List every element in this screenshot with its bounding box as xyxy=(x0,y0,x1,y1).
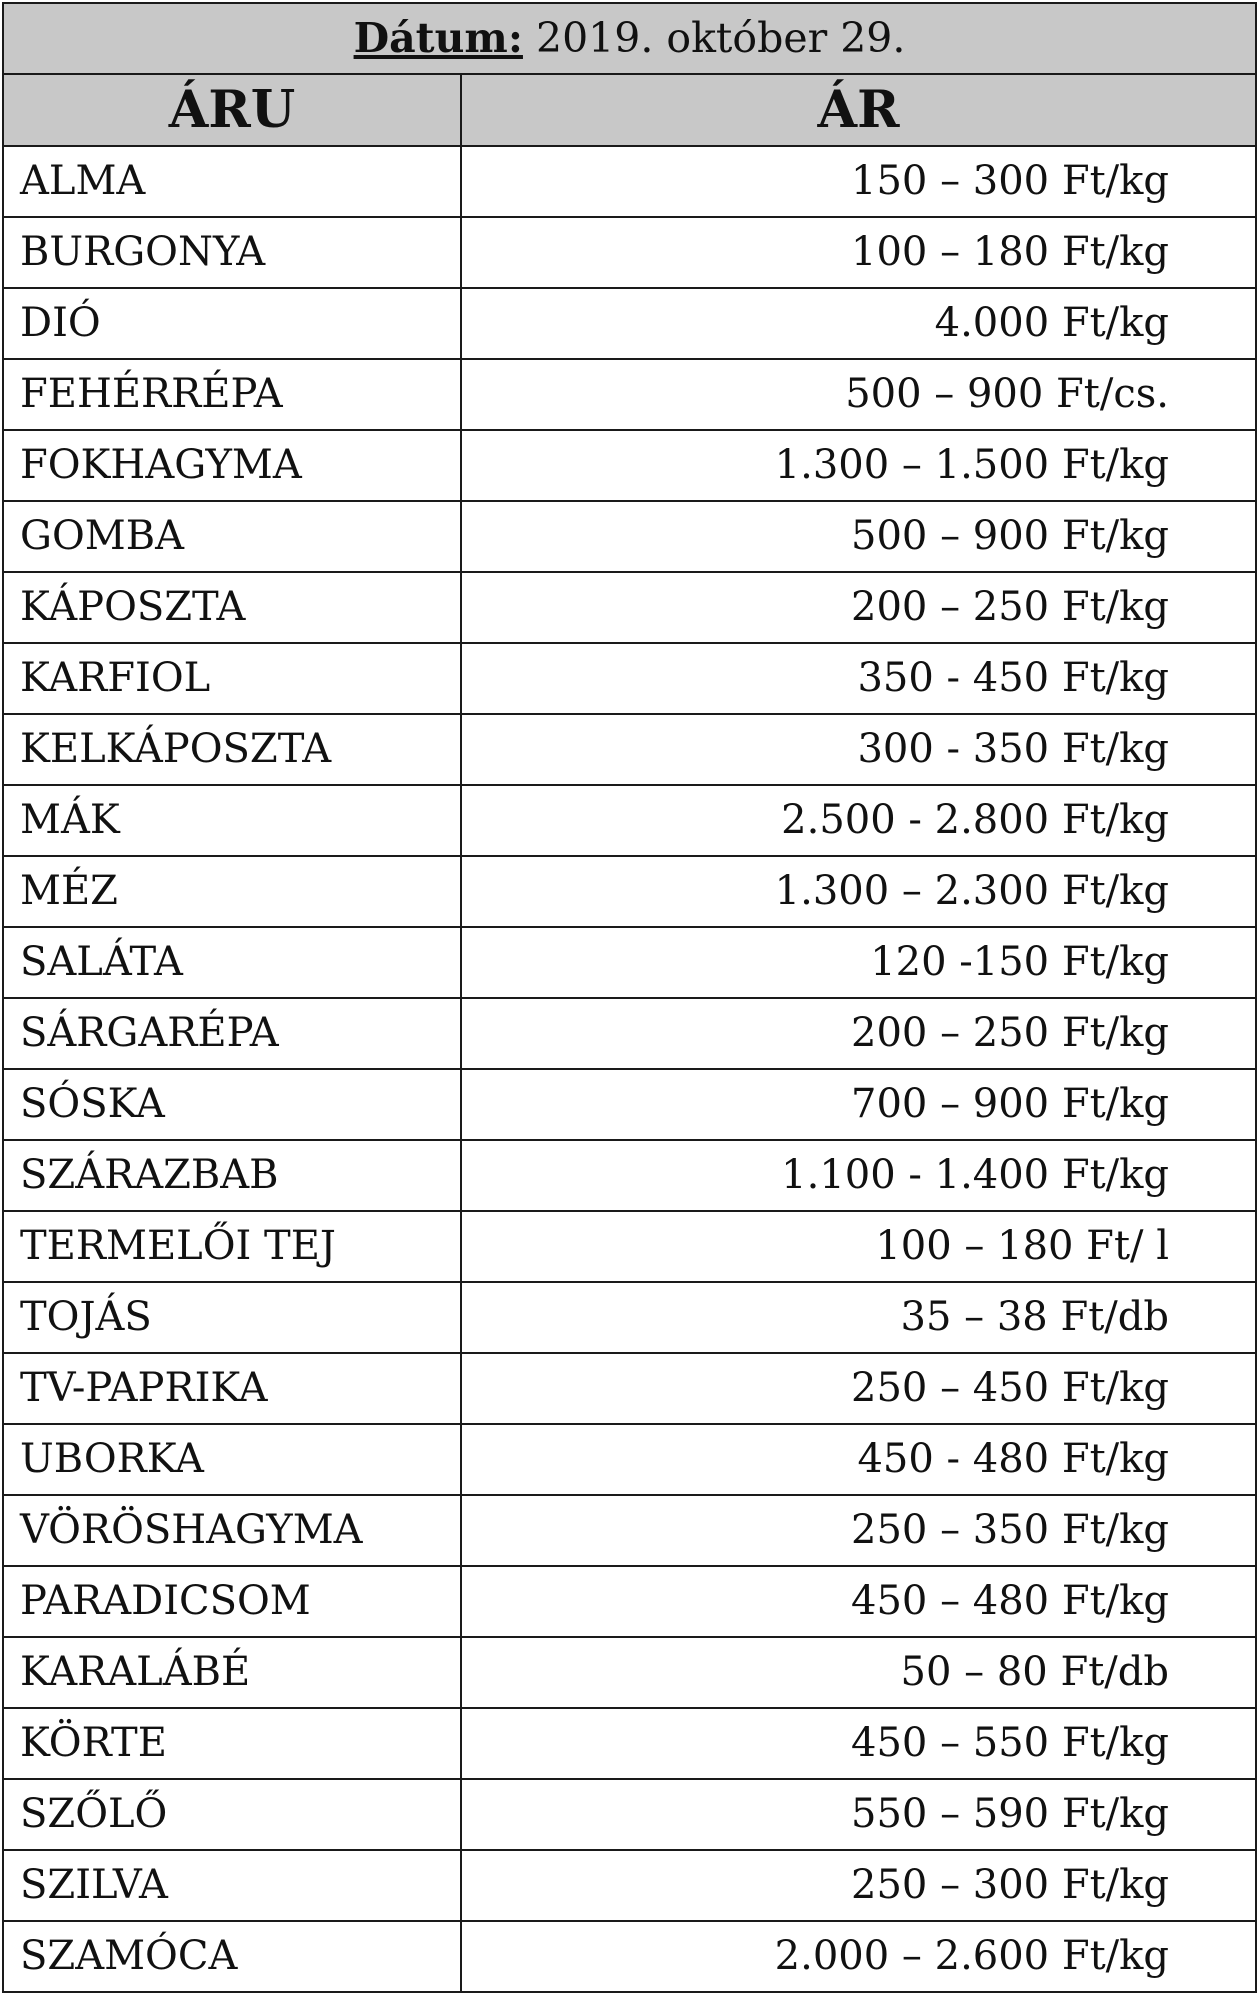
product-name-cell: DIÓ xyxy=(3,288,461,359)
table-row xyxy=(3,927,1256,998)
table-row xyxy=(3,430,1256,501)
product-name-cell: KARFIOL xyxy=(3,643,461,714)
product-name-cell: PARADICSOM xyxy=(3,1566,461,1637)
product-price-cell: 200 – 250 Ft/kg xyxy=(461,998,1256,1069)
product-name-cell: TERMELŐI TEJ xyxy=(3,1211,461,1282)
product-price-cell: 500 – 900 Ft/cs. xyxy=(461,359,1256,430)
column-header-row xyxy=(3,74,1256,146)
product-price-cell: 120 -150 Ft/kg xyxy=(461,927,1256,998)
product-name-cell: KARALÁBÉ xyxy=(3,1637,461,1708)
product-name-cell: SZŐLŐ xyxy=(3,1779,461,1850)
table-row xyxy=(3,1637,1256,1708)
product-name-cell: TV-PAPRIKA xyxy=(3,1353,461,1424)
table-row xyxy=(3,1779,1256,1850)
table-row xyxy=(3,1708,1256,1779)
table-row xyxy=(3,1069,1256,1140)
table-row xyxy=(3,572,1256,643)
product-name-cell: SZAMÓCA xyxy=(3,1921,461,1992)
product-price-cell: 450 – 550 Ft/kg xyxy=(461,1708,1256,1779)
product-name-cell: SZÁRAZBAB xyxy=(3,1140,461,1211)
table-row xyxy=(3,1566,1256,1637)
table-row xyxy=(3,643,1256,714)
product-price-cell: 100 – 180 Ft/ l xyxy=(461,1211,1256,1282)
product-price-cell: 4.000 Ft/kg xyxy=(461,288,1256,359)
product-price-cell: 1.300 – 2.300 Ft/kg xyxy=(461,856,1256,927)
product-name-cell: ALMA xyxy=(3,146,461,217)
product-price-cell: 1.300 – 1.500 Ft/kg xyxy=(461,430,1256,501)
product-price-cell: 1.100 - 1.400 Ft/kg xyxy=(461,1140,1256,1211)
date-row xyxy=(3,3,1256,74)
table-row xyxy=(3,359,1256,430)
product-name-cell: BURGONYA xyxy=(3,217,461,288)
table-row xyxy=(3,1140,1256,1211)
product-name-cell: SALÁTA xyxy=(3,927,461,998)
table-row xyxy=(3,998,1256,1069)
product-price-cell: 2.000 – 2.600 Ft/kg xyxy=(461,1921,1256,1992)
date-value: 2019. október 29. xyxy=(522,14,906,62)
table-row xyxy=(3,1921,1256,1992)
table-row xyxy=(3,1424,1256,1495)
product-name-cell: UBORKA xyxy=(3,1424,461,1495)
product-price-cell: 150 – 300 Ft/kg xyxy=(461,146,1256,217)
price-table xyxy=(2,2,1257,1993)
product-name-cell: KÖRTE xyxy=(3,1708,461,1779)
table-row xyxy=(3,1211,1256,1282)
product-name-cell: FEHÉRRÉPA xyxy=(3,359,461,430)
column-header-product: ÁRU xyxy=(3,74,461,146)
product-price-cell: 300 - 350 Ft/kg xyxy=(461,714,1256,785)
product-name-cell: VÖRÖSHAGYMA xyxy=(3,1495,461,1566)
product-name-cell: MÁK xyxy=(3,785,461,856)
product-price-cell: 50 – 80 Ft/db xyxy=(461,1637,1256,1708)
table-row xyxy=(3,501,1256,572)
column-header-price: ÁR xyxy=(461,74,1256,146)
date-label: Dátum: xyxy=(353,14,523,62)
product-price-cell: 550 – 590 Ft/kg xyxy=(461,1779,1256,1850)
product-name-cell: MÉZ xyxy=(3,856,461,927)
product-name-cell: KELKÁPOSZTA xyxy=(3,714,461,785)
product-name-cell: TOJÁS xyxy=(3,1282,461,1353)
table-row xyxy=(3,288,1256,359)
table-row xyxy=(3,1282,1256,1353)
table-row xyxy=(3,1353,1256,1424)
product-price-cell: 500 – 900 Ft/kg xyxy=(461,501,1256,572)
product-price-cell: 200 – 250 Ft/kg xyxy=(461,572,1256,643)
table-row xyxy=(3,1850,1256,1921)
table-row xyxy=(3,217,1256,288)
product-price-cell: 100 – 180 Ft/kg xyxy=(461,217,1256,288)
table-row xyxy=(3,785,1256,856)
table-row xyxy=(3,146,1256,217)
product-price-cell: 700 – 900 Ft/kg xyxy=(461,1069,1256,1140)
product-name-cell: SÁRGARÉPA xyxy=(3,998,461,1069)
table-row xyxy=(3,856,1256,927)
table-row xyxy=(3,1495,1256,1566)
product-price-cell: 2.500 - 2.800 Ft/kg xyxy=(461,785,1256,856)
product-price-cell: 250 – 450 Ft/kg xyxy=(461,1353,1256,1424)
product-name-cell: SÓSKA xyxy=(3,1069,461,1140)
product-name-cell: GOMBA xyxy=(3,501,461,572)
table-row xyxy=(3,714,1256,785)
product-price-cell: 250 – 300 Ft/kg xyxy=(461,1850,1256,1921)
product-price-cell: 350 - 450 Ft/kg xyxy=(461,643,1256,714)
product-price-cell: 35 – 38 Ft/db xyxy=(461,1282,1256,1353)
date-cell xyxy=(3,3,1256,74)
product-price-cell: 450 - 480 Ft/kg xyxy=(461,1424,1256,1495)
product-price-cell: 250 – 350 Ft/kg xyxy=(461,1495,1256,1566)
product-name-cell: KÁPOSZTA xyxy=(3,572,461,643)
product-name-cell: SZILVA xyxy=(3,1850,461,1921)
product-price-cell: 450 – 480 Ft/kg xyxy=(461,1566,1256,1637)
product-name-cell: FOKHAGYMA xyxy=(3,430,461,501)
